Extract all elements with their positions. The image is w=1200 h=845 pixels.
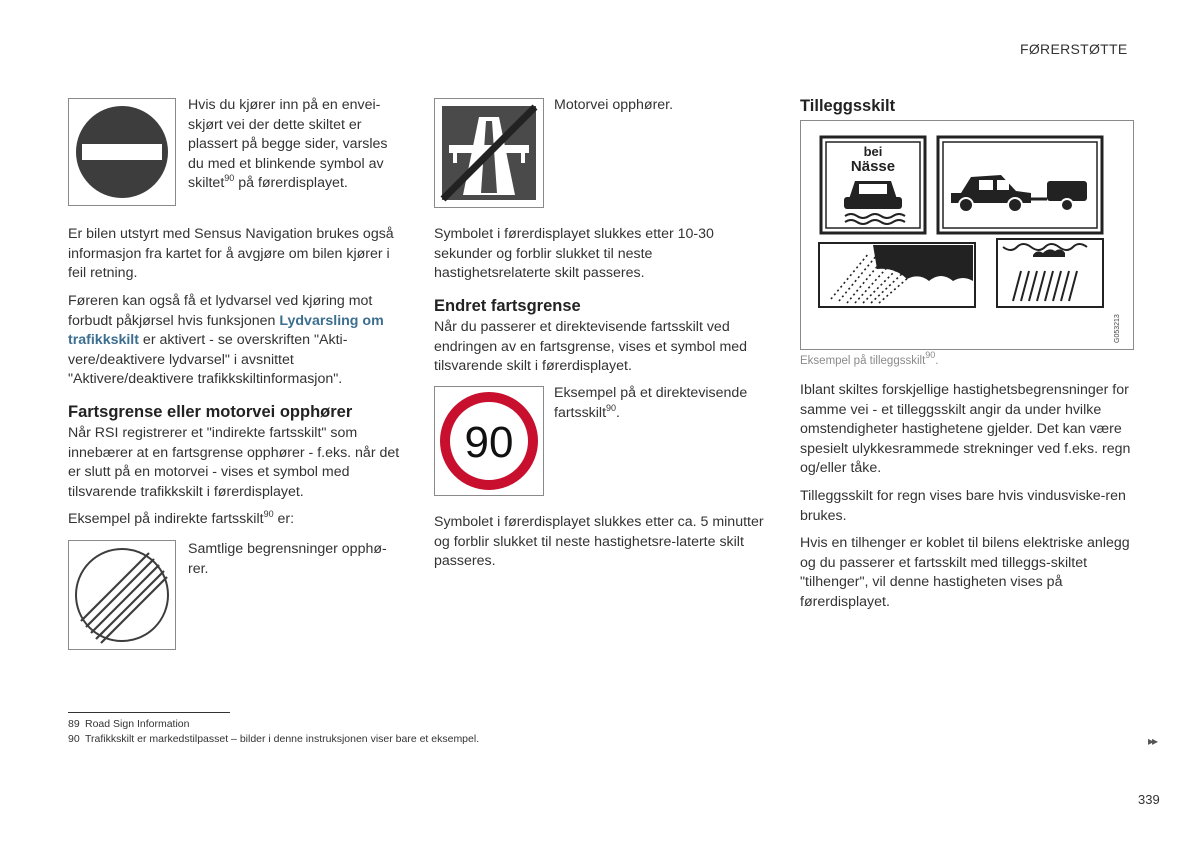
speed-symbol-timeout-paragraph: Symbolet i førerdisplayet slukkes etter ca. 5 minutter og forblir slukket til neste hastighetsre-laterte skilt passeres. [434,514,764,570]
direct-sign-example [554,384,764,423]
no-entry-text: Hvis du kjører inn på en envei-skjørt vei der dette skiltet er plassert på begge sider, varsles du med et blinkende symbol av skiltet [188,97,388,192]
caption-text: Eksempel på tilleggsskilt [800,355,926,367]
sign-top-word: bei [863,144,883,159]
sign-main-word: Nässe [850,158,896,175]
changed-speed-limit-heading: Endret fartsgrense [434,297,581,315]
speed-limit-sign-icon [435,387,543,495]
supplementary-para-2: Tilleggsskilt for regn vises bare hvis vindusviske-ren brukes. [800,488,1126,524]
changed-speed-limit-paragraph: Når du passerer et direktevisende fartsskilt ved endringen av en fartsgrense, vises et symbol med tilsvarende skilt i førerdisplayet. [434,319,748,375]
footnote-ref[interactable]: 90 [925,350,936,360]
no-entry-text-end: på førerdisplayet. [234,175,348,192]
symbol-timeout-paragraph: Symbolet i førerdisplayet slukkes etter 10-30 sekunder og forblir slukket til neste hastighetsrelaterte skilt passeres. [434,226,714,282]
footnote-ref[interactable]: 90 [263,509,274,519]
navigation-paragraph: Er bilen utstyrt med Sensus Navigation brukes også informasjon fra kartet for å avgjøre om bilen kjører i feil retning. [68,226,394,282]
supplementary-signs-illustration [801,121,1133,349]
direct-example-text-end: . [616,404,620,421]
footnote-number: 89 [68,718,80,730]
supplementary-signs-heading: Tilleggsskilt [800,97,896,115]
section-header: FØRERSTØTTE [1020,41,1128,57]
speed-limit-end-paragraph: Når RSI registrerer et "indirekte fartsskilt" som innebærer at en fartsgrense opphører - f.eks. når det er slutt på en motorvei - vises et symbol med tilsvarende trafikkskilt i førerdisplayet. [68,425,400,500]
end-of-restrictions-figure [68,540,176,650]
footnote-89 [68,718,768,730]
supplementary-para-1: Iblant skiltes forskjellige hastighetsbegrensninger for samme vei - et tilleggsskilt angir da under hvilke omstendigheter hastighetene gjelder. Det kan være spesielt ulykkesrammede strekninger ved f.eks. regn og/eller tåke. [800,382,1131,477]
audio-warning-paragraph [68,292,404,390]
end-of-restrictions-text: Samtlige begrensninger opphø-rer. [188,541,387,577]
speed-limit-value: 90 [464,418,514,467]
indirect-example-text-end: er: [273,511,295,527]
motorway-end-text: Motorvei opphører. [554,97,674,113]
end-of-restrictions-sign-icon [69,541,175,649]
no-entry-description [188,96,404,194]
figure-caption [800,350,1130,367]
page-number: 339 [1138,792,1160,807]
footnote-number: 90 [68,733,80,745]
supplementary-signs-figure [800,120,1134,350]
no-entry-sign-icon [69,99,175,205]
next-page-arrow-icon[interactable]: ▸▸ [1148,734,1157,748]
figure-code: G053213 [1114,314,1121,343]
audio-warning-text: Føreren kan også få et lydvarsel ved kjøring mot forbudt påkjørsel hvis funksjonen [68,293,373,329]
footnote-90 [68,733,768,745]
speed-sign-figure [434,386,544,496]
audio-warning-link[interactable]: Lydvarsling om trafikkskilt [68,312,384,349]
caption-text-end: . [935,355,939,367]
supplementary-para-3: Hvis en tilhenger er koblet til bilens elektriske anlegg og du passerer et fartsskilt med tilleggs-skiltet "tilhenger", vil denne hastigheten vises på førerdisplayet. [800,535,1130,610]
audio-warning-text-end: er aktivert - se overskriften "Akti-vere/deaktivere lydvarsel" i avsnittet "Aktivere/deaktivere trafikkskiltinformasjon". [68,332,348,388]
motorway-end-sign-figure [434,98,544,208]
indirect-sign-example [68,510,404,530]
footnote-ref[interactable]: 90 [606,402,617,413]
footnote-text: Road Sign Information [85,718,190,730]
footnote-divider [68,712,230,713]
footnote-text: Trafikkskilt er markedstilpasset – bilder i denne instruksjonen viser bare et eksempel. [85,733,480,745]
motorway-end-sign-icon [435,99,543,207]
indirect-example-text: Eksempel på indirekte fartsskilt [68,511,264,527]
speed-limit-end-heading: Fartsgrense eller motorvei opphører [68,403,353,421]
no-entry-sign-figure [68,98,176,206]
direct-example-text: Eksempel på et direktevisende fartsskilt [554,385,748,421]
footnote-ref[interactable]: 90 [224,173,235,184]
